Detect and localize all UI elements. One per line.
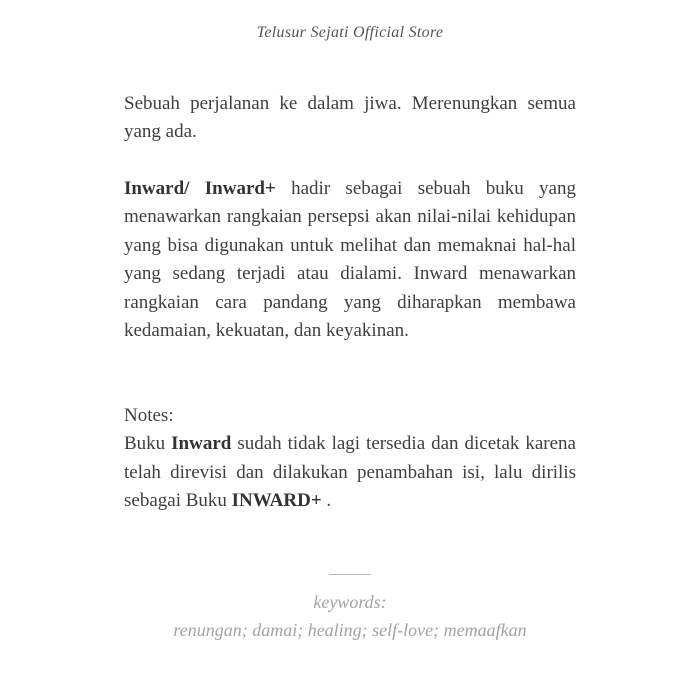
- keywords-list: renungan; damai; healing; self-love; memaafkan: [173, 620, 527, 640]
- description-text: [124, 175, 576, 345]
- notes-bold-inward: Inward: [171, 433, 232, 455]
- book-title: Inward/ Inward+: [124, 178, 276, 199]
- notes-part-3: .: [321, 490, 332, 512]
- divider: [329, 574, 371, 575]
- notes-bold-inward-plus: INWARD+: [231, 490, 322, 512]
- notes-text: [124, 430, 576, 515]
- intro-text: Sebuah perjalanan ke dalam jiwa. Merenungkan semua yang ada.: [124, 93, 576, 143]
- notes-part-2: sudah tidak lagi tersedia dan dicetak karena telah direvisi dan dilakukan penambahan isi, lalu dirilis sebagai Buku: [124, 433, 576, 512]
- notes-label: Notes:: [124, 405, 174, 426]
- keywords-label: keywords:: [313, 592, 387, 612]
- description-body: hadir sebagai sebuah buku yang menawarkan rangkaian persepsi akan nilai-nilai kehidupan yang bisa digunakan untuk melihat dan memaknai hal-hal yang sedang terjadi atau dialami. Inward menawarkan rangkaian cara pandang yang diharapkan membawa kedamaian, kekuatan, dan keyakinan.: [124, 178, 576, 342]
- notes-section: [124, 402, 576, 516]
- intro-paragraph: [124, 90, 576, 147]
- notes-part-1: Buku: [124, 433, 172, 455]
- store-name: Telusur Sejati Official Store: [256, 24, 444, 41]
- description-paragraph: [124, 175, 576, 345]
